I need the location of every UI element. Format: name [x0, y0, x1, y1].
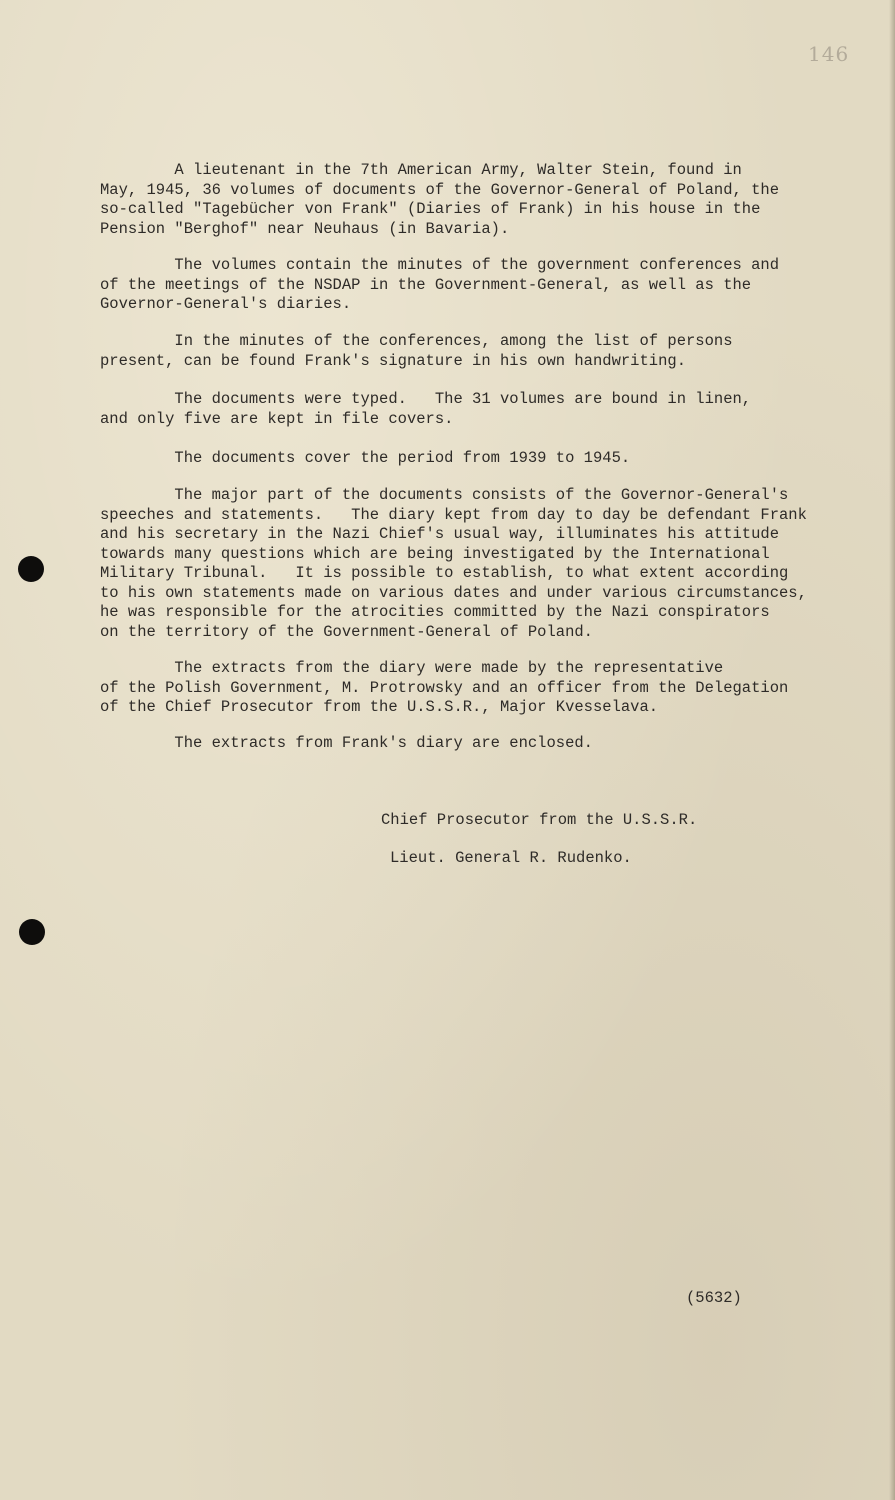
document-code: (5632) [686, 1289, 742, 1307]
paragraph-typed-bound: The documents were typed. The 31 volumes are bound in linen, and only five are kept in file covers. [100, 390, 752, 428]
punch-hole [19, 919, 45, 945]
punch-hole [18, 556, 44, 582]
paragraph-extracts-enclosed: The extracts from Frank's diary are enclosed. [100, 734, 593, 752]
page-edge-shadow [889, 0, 895, 1500]
paragraph-major-part: The major part of the documents consists of the Governor-General's speeches and statements. The diary kept from day to day be defendant Frank and his secretary in the Nazi Chief's usual way, illuminates his attitude towards many questions which are being investigated by the International Military Tribunal. It is possible to establish, to what extent according to his own statements made on various dates and under various circumstances, he was responsible for the atrocities committed by the Nazi conspirators on the territory of the Government-General of Poland. [100, 486, 807, 641]
signature-name: Lieut. General R. Rudenko. [390, 849, 632, 867]
paragraph-extracts-made: The extracts from the diary were made by the representative of the Polish Government, M. Protrowsky and an officer from the Delegation of the Chief Prosecutor from the U.S.S.R., Major Kvesselava. [100, 659, 789, 716]
paragraph-volumes-content: The volumes contain the minutes of the government conferences and of the meetings of the NSDAP in the Government-General, as well as the Governor-General's diaries. [100, 256, 780, 313]
paragraph-period: The documents cover the period from 1939 to 1945. [100, 449, 631, 467]
paragraph-signature-note: In the minutes of the conferences, among the list of persons present, can be found Frank's signature in his own handwriting. [100, 332, 733, 370]
paragraph-discovery: A lieutenant in the 7th American Army, Walter Stein, found in May, 1945, 36 volumes of documents of the Governor-General of Poland, the so-called "Tagebücher von Frank" (Diaries of Frank) in his house in the Pension "Berghof" near Neuhaus (in Bavaria). [100, 161, 780, 238]
handwritten-page-number: 146 [808, 42, 850, 66]
signature-title: Chief Prosecutor from the U.S.S.R. [381, 811, 698, 829]
